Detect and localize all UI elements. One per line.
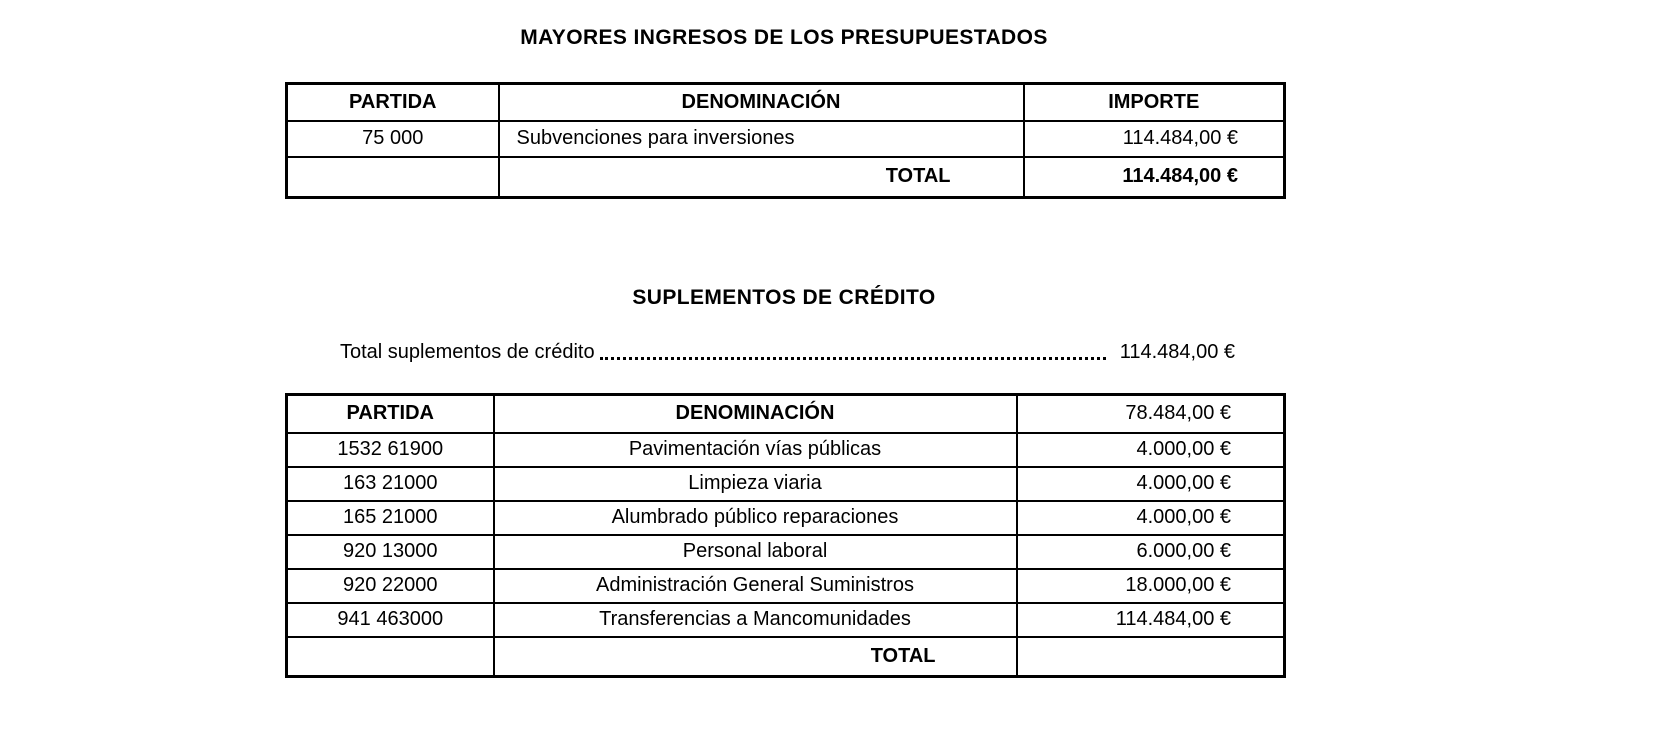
table1-total-empty-cell — [287, 157, 499, 198]
table2-cell-importe: 4.000,00 € — [1017, 467, 1285, 501]
table2-row — [287, 433, 1285, 467]
table2-cell-importe: 4.000,00 € — [1017, 433, 1285, 467]
document-content — [285, 0, 1283, 678]
section2-title: SUPLEMENTOS DE CRÉDITO — [632, 286, 936, 309]
table2-cell-partida: 1532 61900 — [287, 433, 494, 467]
table2-cell-partida: 163 21000 — [287, 467, 494, 501]
section1-title: MAYORES INGRESOS DE LOS PRESUPUESTADOS — [520, 26, 1048, 49]
table2-row — [287, 569, 1285, 603]
table2-cell-denominacion: Transferencias a Mancomunidades — [494, 603, 1017, 637]
table2-header-amount: 78.484,00 € — [1017, 395, 1285, 433]
table1-row — [287, 121, 1285, 157]
table2-header-row — [287, 395, 1285, 433]
table2-total-value-empty — [1017, 637, 1285, 677]
mayores-ingresos-table — [285, 82, 1286, 199]
table1-total-label: TOTAL — [499, 157, 1024, 198]
table2-cell-importe: 4.000,00 € — [1017, 501, 1285, 535]
table1-header-partida: PARTIDA — [287, 84, 499, 121]
table2-cell-partida: 920 13000 — [287, 535, 494, 569]
table2-cell-importe: 6.000,00 € — [1017, 535, 1285, 569]
table2-row — [287, 501, 1285, 535]
table2-cell-denominacion: Personal laboral — [494, 535, 1017, 569]
table1-cell-partida: 75 000 — [287, 121, 499, 157]
table2-row — [287, 467, 1285, 501]
total-suplementos-label: Total suplementos de crédito — [340, 341, 595, 363]
table2-total-row — [287, 637, 1285, 677]
total-suplementos-line — [285, 341, 1283, 364]
table2-cell-partida: 165 21000 — [287, 501, 494, 535]
table2-cell-denominacion: Alumbrado público reparaciones — [494, 501, 1017, 535]
table1-cell-importe: 114.484,00 € — [1024, 121, 1285, 157]
table2-cell-denominacion: Limpieza viaria — [494, 467, 1017, 501]
dot-leader — [600, 357, 1106, 360]
table2-cell-importe: 18.000,00 € — [1017, 569, 1285, 603]
table1-cell-denominacion: Subvenciones para inversiones — [499, 121, 1024, 157]
table1-total-row — [287, 157, 1285, 198]
table2-cell-partida: 941 463000 — [287, 603, 494, 637]
table2-total-empty-cell — [287, 637, 494, 677]
table2-cell-denominacion: Pavimentación vías públicas — [494, 433, 1017, 467]
table2-row — [287, 603, 1285, 637]
table2-row — [287, 535, 1285, 569]
table1-header-row — [287, 84, 1285, 121]
suplementos-credito-table — [285, 393, 1286, 678]
table1-header-importe: IMPORTE — [1024, 84, 1285, 121]
table2-header-denominacion: DENOMINACIÓN — [494, 395, 1017, 433]
table2-total-label: TOTAL — [494, 637, 1017, 677]
table2-cell-partida: 920 22000 — [287, 569, 494, 603]
table1-total-value: 114.484,00 € — [1024, 157, 1285, 198]
table2-header-partida: PARTIDA — [287, 395, 494, 433]
total-suplementos-value: 114.484,00 € — [1119, 341, 1235, 363]
table2-cell-denominacion: Administración General Suministros — [494, 569, 1017, 603]
table2-cell-importe: 114.484,00 € — [1017, 603, 1285, 637]
table1-header-denominacion: DENOMINACIÓN — [499, 84, 1024, 121]
